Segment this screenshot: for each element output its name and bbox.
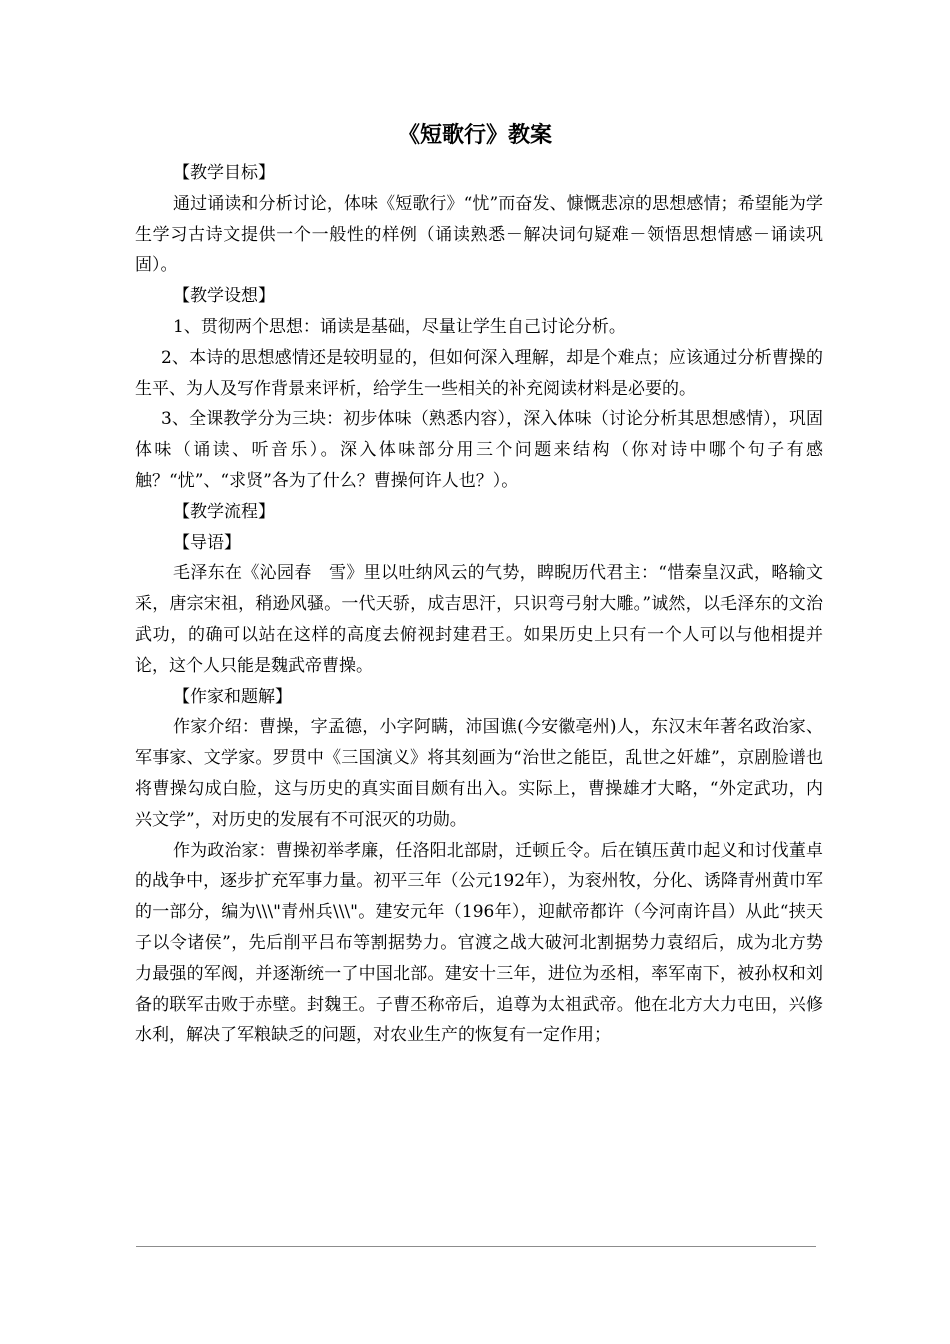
- footer-divider: [136, 1246, 816, 1247]
- design-item-2: 2、本诗的思想感情还是较明显的，但如何深入理解，却是个难点；应该通过分析曹操的生平、为人及写作背景来评析，给学生一些相关的补充阅读材料是必要的。: [135, 347, 823, 399]
- design-item-1: 1、贯彻两个思想：诵读是基础，尽量让学生自己讨论分析。: [173, 316, 626, 337]
- intro-paragraph: 毛泽东在《沁园春 雪》里以吐纳风云的气势，睥睨历代君主：“惜秦皇汉武，略输文采，唐宗宋祖，稍逊风骚。一代天骄，成吉思汗，只识弯弓射大雕。”诚然，以毛泽东的文治武功，的确可以站在这样的高度去俯视封建君王。如果历史上只有一个人可以与他相提并论，这个人只能是魏武帝曹操。: [135, 563, 823, 676]
- goals-paragraph: 通过诵读和分析讨论，体味《短歌行》“忧”而奋发、慷慨悲凉的思想感情；希望能为学生学习古诗文提供一个一般性的样例（诵读熟悉－解决词句疑难－领悟思想情感－诵读巩固）。: [135, 193, 823, 276]
- author-intro-paragraph: 作家介绍：曹操，字孟德，小字阿瞒，沛国谯(今安徽亳州)人，东汉末年著名政治家、军事家、文学家。罗贯中《三国演义》将其刻画为“治世之能臣，乱世之奸雄”，京剧脸谱也将曹操勾成白脸，这与历史的真实面目颇有出入。实际上，曹操雄才大略，“外定武功，内兴文学”，对历史的发展有不可泯灭的功勋。: [135, 717, 823, 830]
- author-heading: 【作家和题解】: [173, 686, 292, 707]
- design-item-3: 3、全课教学分为三块：初步体味（熟悉内容），深入体味（讨论分析其思想感情），巩固体味（诵读、听音乐）。深入体味部分用三个问题来结构（你对诗中哪个句子有感触？“忧”、“求贤”各为了什么？曹操何许人也？）。: [135, 409, 823, 491]
- document-title: 《短歌行》教案: [397, 123, 552, 148]
- politician-paragraph: 作为政治家：曹操初举孝廉，任洛阳北部尉，迁顿丘令。后在镇压黄巾起义和讨伐董卓的战争中，逐步扩充军事力量。初平三年（公元192年），为衮州牧，分化、诱降青州黄巾军的一部分，编为\\\"青州兵\\\"。建安元年（196年），迎献帝都许（今河南许昌）从此“挟天子以令诸侯”，先后削平吕布等割据势力。官渡之战大破河北割据势力袁绍后，成为北方势力最强的军阀，并逐渐统一了中国北部。建安十三年，进位为丞相，率军南下，被孙权和刘备的联军击败于赤壁。封魏王。子曹丕称帝后，追尊为太祖武帝。他在北方大力屯田，兴修水利，解决了军粮缺乏的问题，对农业生产的恢复有一定作用；: [135, 840, 823, 1046]
- intro-heading: 【导语】: [173, 532, 241, 553]
- design-heading: 【教学设想】: [173, 286, 275, 307]
- flow-heading: 【教学流程】: [173, 501, 275, 522]
- document-body: [135, 158, 823, 1051]
- goals-heading: 【教学目标】: [173, 163, 275, 183]
